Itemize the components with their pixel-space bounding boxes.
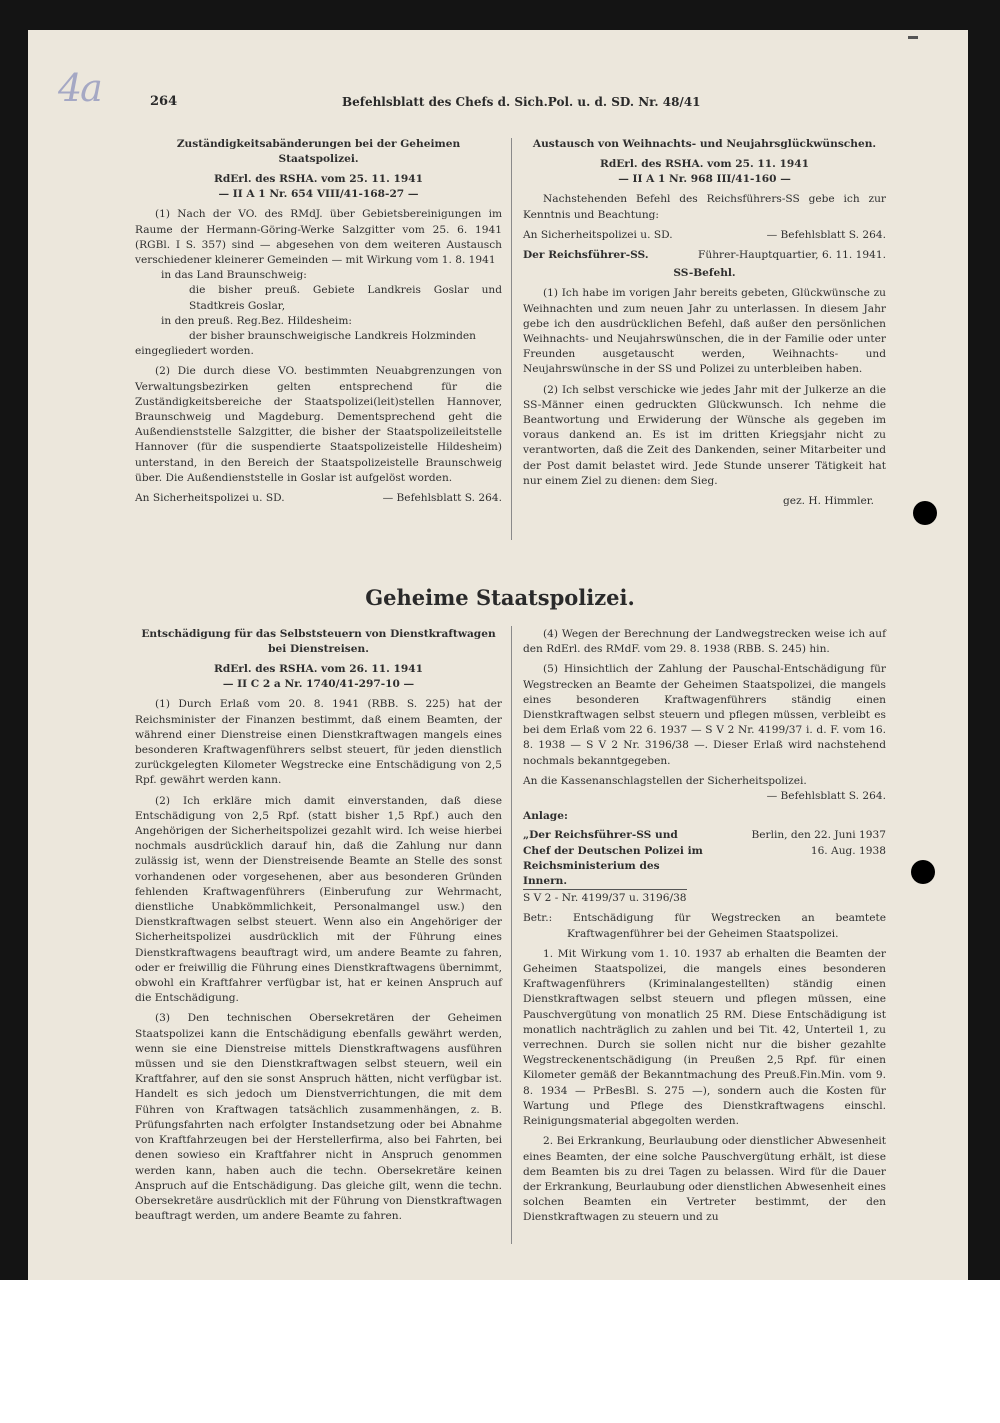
paragraph-1: (1) Durch Erlaß vom 20. 8. 1941 (RBB. S. 225) hat der Reichsminister der Finanzen bestimmt, daß einem Beamten, der während einer Dienstreise einen Dienstkraftwagen mangels eines besonderen Kraftwagenführers selbst steuert, für jeden dienstlich zurückgelegten Kilometer Wegstrecke eine Entschädigung von 2,5 Rpf. gewährt werden kann. bbox=[135, 698, 502, 787]
decree-number: — II C 2 a Nr. 1740/41-297-10 — bbox=[222, 678, 415, 691]
paragraph-2: (2) Die durch diese VO. bestimmten Neuabgrenzungen von Verwaltungsbezirken gelten entsprechend für die Zuständigkeitsbereiche der Staatspolizei(leit)stellen Hannover, Braunschweig und Magdeburg. Dementsprechend geht die Außendienststelle Salzgitter, die bisher der Staatspolizeileitstelle Hannover (für die suspendierte Staatspolizeistelle Hildesheim) unterstand, in den Bereich der Staatspolizeistelle Braunschweig über. Die Außendienststelle in Goslar ist aufgelöst worden. bbox=[135, 365, 502, 484]
decree-reference: RdErl. des RSHA. vom 26. 11. 1941 bbox=[214, 663, 423, 675]
paragraph-line: die bisher preuß. Gebiete Landkreis Goslar und Stadtkreis Goslar, bbox=[189, 284, 502, 312]
addressee: An Sicherheitspolizei u. SD. bbox=[523, 228, 673, 241]
signature: gez. H. Himmler. bbox=[783, 495, 874, 508]
annex-reference: S V 2 - Nr. 4199/37 u. 3196/38 bbox=[523, 889, 687, 906]
article-entschaedigung-continued bbox=[523, 627, 886, 1226]
place-date: Führer-Hauptquartier, 6. 11. 1941. bbox=[698, 249, 886, 262]
paragraph-2: (2) Ich erkläre mich damit einverstanden, daß diese Entschädigung von 2,5 Rpf. (statt bisher 1,5 Rpf.) auch den Angehörigen der Sicherheitspolizei gezahlt wird. Ich weise hierbei nochmals ausdrücklich darauf hin, daß die Zahlung nur dann zulässig ist, wenn der Dienstreisende Beamte an Stelle des sonst vorhandenen oder vorgesehenen, aber aus besonderen Gründen fehlenden Kraftwagenführers (Einberufung zur Wehrmacht, dienstliche Unabkömmlichkeit, Personalmangel usw.) den Dienstkraftwagen selbst steuert. Wenn also ein Angehöriger der Sicherheitspolizei ausdrücklich mit der Führung eines Dienstkraftwagens beauftragt wird, um andere Beamte zu fahren, oder er freiwillig die Führung eines Dienstkraftwagens übernimmt, obwohl ein Kraftfahrer verfügbar ist, hat er keinen Anspruch auf die Entschädigung. bbox=[135, 794, 502, 1005]
bulletin-reference: — Befehlsblatt S. 264. bbox=[766, 228, 886, 241]
paragraph-line: in das Land Braunschweig: bbox=[161, 269, 307, 282]
paragraph-line: eingegliedert worden. bbox=[135, 345, 254, 358]
decree-reference: RdErl. des RSHA. vom 25. 11. 1941 bbox=[600, 158, 809, 170]
annex-header bbox=[523, 828, 886, 906]
paragraph-line: in den preuß. Reg.Bez. Hildesheim: bbox=[161, 314, 352, 327]
section-heading: Geheime Staatspolizei. bbox=[365, 585, 635, 610]
article-title: Entschädigung für das Selbststeuern von Dienstkraftwagen bei Dienstreisen. bbox=[141, 628, 496, 655]
paragraph-2: (2) Ich selbst verschicke wie jedes Jahr mit der Julkerze an die SS-Männer einen gedruckten Glückwunsch. Ich nehme die Beantwortung und Erwiderung der Wünsche als gegeben im voraus dankend an. Es ist im dritten Kriegsjahr nicht zu verantworten, daß die Zeit des Dankenden, seiner Mitarbeiter und der Post damit belastet wird. Jede Stunde unserer Tätigkeit hat nur einem Ziel zu dienen: dem Sieg. bbox=[523, 383, 886, 487]
decree-number: — II A 1 Nr. 968 III/41-160 — bbox=[618, 173, 791, 186]
punch-hole-top bbox=[913, 501, 937, 525]
annex-date-2: 16. Aug. 1938 bbox=[810, 844, 886, 857]
bulletin-reference: — Befehlsblatt S. 264. bbox=[382, 492, 502, 505]
bulletin-reference: — Befehlsblatt S. 264. bbox=[766, 790, 886, 803]
decree-reference: RdErl. des RSHA. vom 25. 11. 1941 bbox=[214, 173, 423, 185]
paragraph-4: (4) Wegen der Berechnung der Landwegstrecken weise ich auf den RdErl. des RMdF. vom 29. 8. 1938 (RBB. S. 245) hin. bbox=[523, 628, 886, 656]
annex-place-date: Berlin, den 22. Juni 1937 bbox=[751, 829, 886, 842]
annex-label: Anlage: bbox=[523, 810, 568, 823]
paragraph-1: (1) Nach der VO. des RMdJ. über Gebietsbereinigungen im Raume der Hermann-Göring-Werke Salzgitter vom 25. 6. 1941 (RGBl. I S. 357) sind — abgesehen von dem weiteren Austausch verschiedener kleinerer Gemeinden — mit Wirkung vom 1. 8. 1941 bbox=[135, 208, 502, 267]
subject-line: Betr.: Entschädigung für Wegstrecken an beamtete Kraftwagenführer bei der Geheimen Staatspolizei. bbox=[523, 912, 886, 940]
issuer: Der Reichsführer-SS. bbox=[523, 249, 649, 262]
column-divider-top bbox=[511, 138, 512, 540]
paragraph-intro: Nachstehenden Befehl des Reichsführers-SS gebe ich zur Kenntnis und Beachtung: bbox=[523, 193, 886, 221]
page-header bbox=[150, 94, 880, 110]
article-zustaendigkeit bbox=[135, 137, 502, 506]
paragraph-5: (5) Hinsichtlich der Zahlung der Pauschal-Entschädigung für Wegstrecken an Beamte der Geheimen Staatspolizei, die mangels eines besonderen Kraftwagenführers ständig einen Dienstkraftwagen selbst steuern und pflegen müssen, verbleibt es bei dem Erlaß vom 22 6. 1937 — S V 2 Nr. 4199/37 i. d. F. vom 16. 8. 1938 — S V 2 Nr. 3196/38 —. Dieser Erlaß wird nachstehend nochmals bekanntgegeben. bbox=[523, 663, 886, 767]
article-entschaedigung bbox=[135, 627, 502, 1224]
punch-hole-bottom bbox=[911, 860, 935, 884]
handwritten-note: 4a bbox=[58, 66, 101, 110]
distribution-line bbox=[523, 228, 886, 243]
running-title: Befehlsblatt des Chefs d. Sich.Pol. u. d. SD. Nr. 48/41 bbox=[342, 95, 701, 109]
distribution-line bbox=[135, 491, 502, 506]
addressee: An die Kassenanschlagstellen der Sicherheitspolizei. bbox=[523, 774, 807, 787]
annex-item-1: 1. Mit Wirkung vom 1. 10. 1937 ab erhalten die Beamten der Geheimen Staatspolizei, die mangels eines besonderen Kraftwagenführers (Kriminalangestellten) ständig einen Dienstkraftwagen selbst steuern und pflegen müssen, eine Pauschvergütung von monatlich 25 RM. Diese Entschädigung ist monatlich nachträglich zu zahlen und bei Tit. 42, Unterteil 1, zu verrechnen. Durch sie sollen nicht nur die bisher gezahlte Wegstreckenentschädigung (in Preußen 2,5 Rpf. für einen Kilometer gemäß der Bekanntmachung des Preuß.Fin.Min. vom 9. 8. 1934 — PrBesBl. S. 275 —), sondern auch die Kosten für Wartung und Pflege des Dienstkraftwagens einschl. Reinigungsmaterial abgegolten werden. bbox=[523, 947, 886, 1128]
article-glueckwuensche bbox=[523, 137, 886, 509]
annex-item-2: 2. Bei Erkrankung, Beurlaubung oder dienstlicher Abwesenheit eines Beamten, der eine solche Pauschvergütung erhält, ist diese dem Beamten bis zu drei Tagen zu belassen. Wird für die Dauer der Erkrankung, Beurlaubung oder dienstlichen Abwesenheit eines solchen Beamten ein Vertreter bestimmt, der den Dienstkraftwagen zu steuern und zu bbox=[523, 1135, 886, 1224]
order-header bbox=[523, 248, 886, 263]
decree-number: — II A 1 Nr. 654 VIII/41-168-27 — bbox=[218, 188, 419, 201]
annex-sender: „Der Reichsführer-SS und Chef der Deutschen Polizei im Reichsministerium des Innern. bbox=[523, 829, 703, 888]
pencil-mark bbox=[908, 36, 918, 39]
paragraph-3: (3) Den technischen Obersekretären der Geheimen Staatspolizei kann die Entschädigung ebenfalls gewährt werden, wenn sie eine Dienstreise mittels Dienstkraftwagens ausführen müssen und sie den Dienstkraftwagen selbst steuern, weil ein Kraftfahrer, auf den sie sonst Anspruch hätten, nicht verfügbar ist. Handelt es sich jedoch um Dienstverrichtungen, die mit dem Führen von Kraftwagen tatsächlich zusammenhängen, z. B. Prüfungsfahrten nach erfolgter Instandsetzung oder bei Abnahme von Kraftfahrzeugen bei der Herstellerfirma, also bei Fahrten, bei denen sowieso ein Kraftfahrer nicht in Anspruch genommen werden kann, haben auch die techn. Obersekretäre keinen Anspruch auf die Entschädigung. Das gleiche gilt, wenn die techn. Obersekretäre ausdrücklich mit der Führung von Dienstkraftwagen beauftragt werden, um andere Beamte zu fahren. bbox=[135, 1012, 502, 1223]
page-number: 264 bbox=[150, 94, 178, 109]
paragraph-line: der bisher braunschweigische Landkreis Holzminden bbox=[189, 330, 476, 343]
article-title: Zuständigkeitsabänderungen bei der Geheimen Staatspolizei. bbox=[176, 138, 461, 165]
paragraph-1: (1) Ich habe im vorigen Jahr bereits gebeten, Glückwünsche zu Weihnachten und zum neuen Jahr zu unterlassen. In diesem Jahr gebe ich den ausdrücklichen Befehl, daß außer den persönlichen Weihnachts- und Neujahrswünschen, die in der Familie oder unter Freunden ausgetauscht werden, Weihnachts- und Neujahrswünsche in der SS und Polizei zu unterbleiben haben. bbox=[523, 287, 886, 376]
addressee: An Sicherheitspolizei u. SD. bbox=[135, 492, 285, 505]
column-divider-bottom bbox=[511, 626, 512, 1244]
order-title: SS-Befehl. bbox=[673, 267, 736, 280]
article-title: Austausch von Weihnachts- und Neujahrsglückwünschen. bbox=[532, 138, 877, 150]
